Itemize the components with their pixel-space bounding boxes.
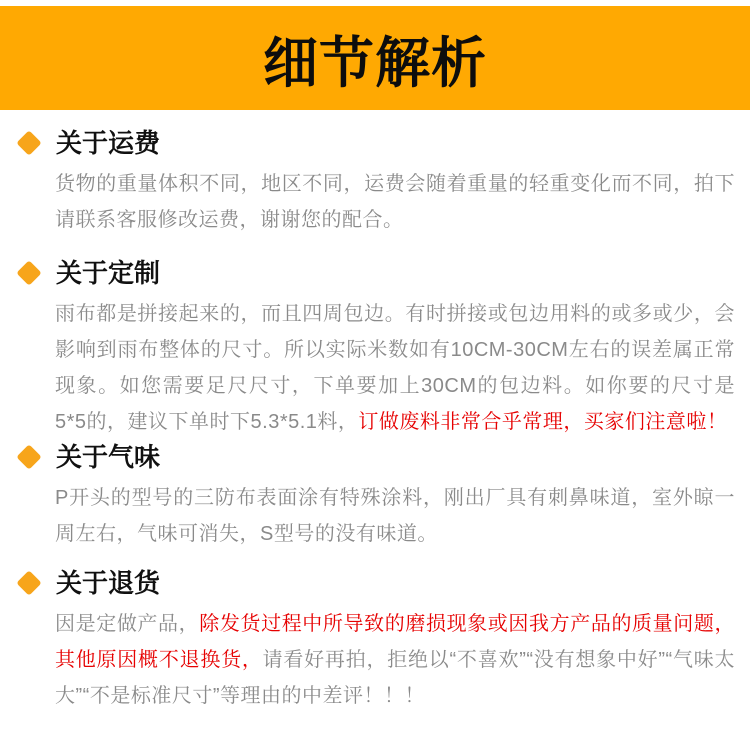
section-header bbox=[0, 128, 750, 158]
diamond-shape bbox=[16, 260, 41, 285]
detail-section-customization bbox=[0, 258, 750, 440]
section-heading-returns: 关于退货 bbox=[56, 568, 161, 598]
body-text-segment-red: 除发货过程中所导致的磨损现象或因我方产品的质量问题，其他原因概不退换货， bbox=[55, 613, 735, 671]
section-body-odor bbox=[55, 480, 735, 552]
diamond-bullet-icon bbox=[16, 443, 42, 471]
diamond-bullet-icon bbox=[16, 569, 42, 597]
diamond-bullet-icon bbox=[16, 259, 42, 287]
section-body-shipping bbox=[55, 166, 735, 238]
body-text-segment-gray: 雨布都是拼接起来的，而且四周包边。有时拼接或包边用料的或多或少，会影响到雨布整体的尺寸。所以实际米数如有10CM-30CM左右的误差属正常现象。如您需要足尺尺寸，下单要加上30CM的包边料。如你要的尺寸是5*5的，建议下单时下5.3*5.1料， bbox=[55, 303, 735, 433]
section-heading-shipping: 关于运费 bbox=[56, 128, 161, 158]
banner-title: 细节解析 bbox=[262, 31, 487, 94]
body-text-segment-gray: P开头的型号的三防布表面涂有特殊涂料，刚出厂具有刺鼻味道，室外晾一周左右，气味可消失，S型号的没有味道。 bbox=[55, 487, 735, 545]
section-header bbox=[0, 258, 750, 288]
diamond-shape bbox=[16, 444, 41, 469]
detail-sections bbox=[0, 128, 750, 714]
section-body-returns bbox=[55, 606, 735, 714]
diamond-shape bbox=[16, 130, 41, 155]
detail-section-odor bbox=[0, 442, 750, 552]
section-body-customization bbox=[55, 296, 735, 440]
section-header bbox=[0, 568, 750, 598]
diamond-shape bbox=[16, 570, 41, 595]
body-text-segment-gray: 请看好再拍，拒绝以“不喜欢”“没有想象中好”“气味太大”“不是标准尺寸”等理由的中差评！！！ bbox=[55, 649, 735, 707]
detail-section-returns bbox=[0, 568, 750, 714]
section-header bbox=[0, 442, 750, 472]
detail-section-shipping bbox=[0, 128, 750, 238]
section-heading-odor: 关于气味 bbox=[56, 442, 161, 472]
section-heading-customization: 关于定制 bbox=[56, 258, 161, 288]
body-text-segment-gray: 货物的重量体积不同，地区不同，运费会随着重量的轻重变化而不同，拍下请联系客服修改运费，谢谢您的配合。 bbox=[55, 173, 735, 231]
diamond-bullet-icon bbox=[16, 129, 42, 157]
detail-analysis-banner bbox=[0, 6, 750, 110]
body-text-segment-red: 订做废料非常合乎常理，买家们注意啦！ bbox=[358, 411, 728, 433]
body-text-segment-gray: 因是定做产品， bbox=[55, 613, 200, 635]
